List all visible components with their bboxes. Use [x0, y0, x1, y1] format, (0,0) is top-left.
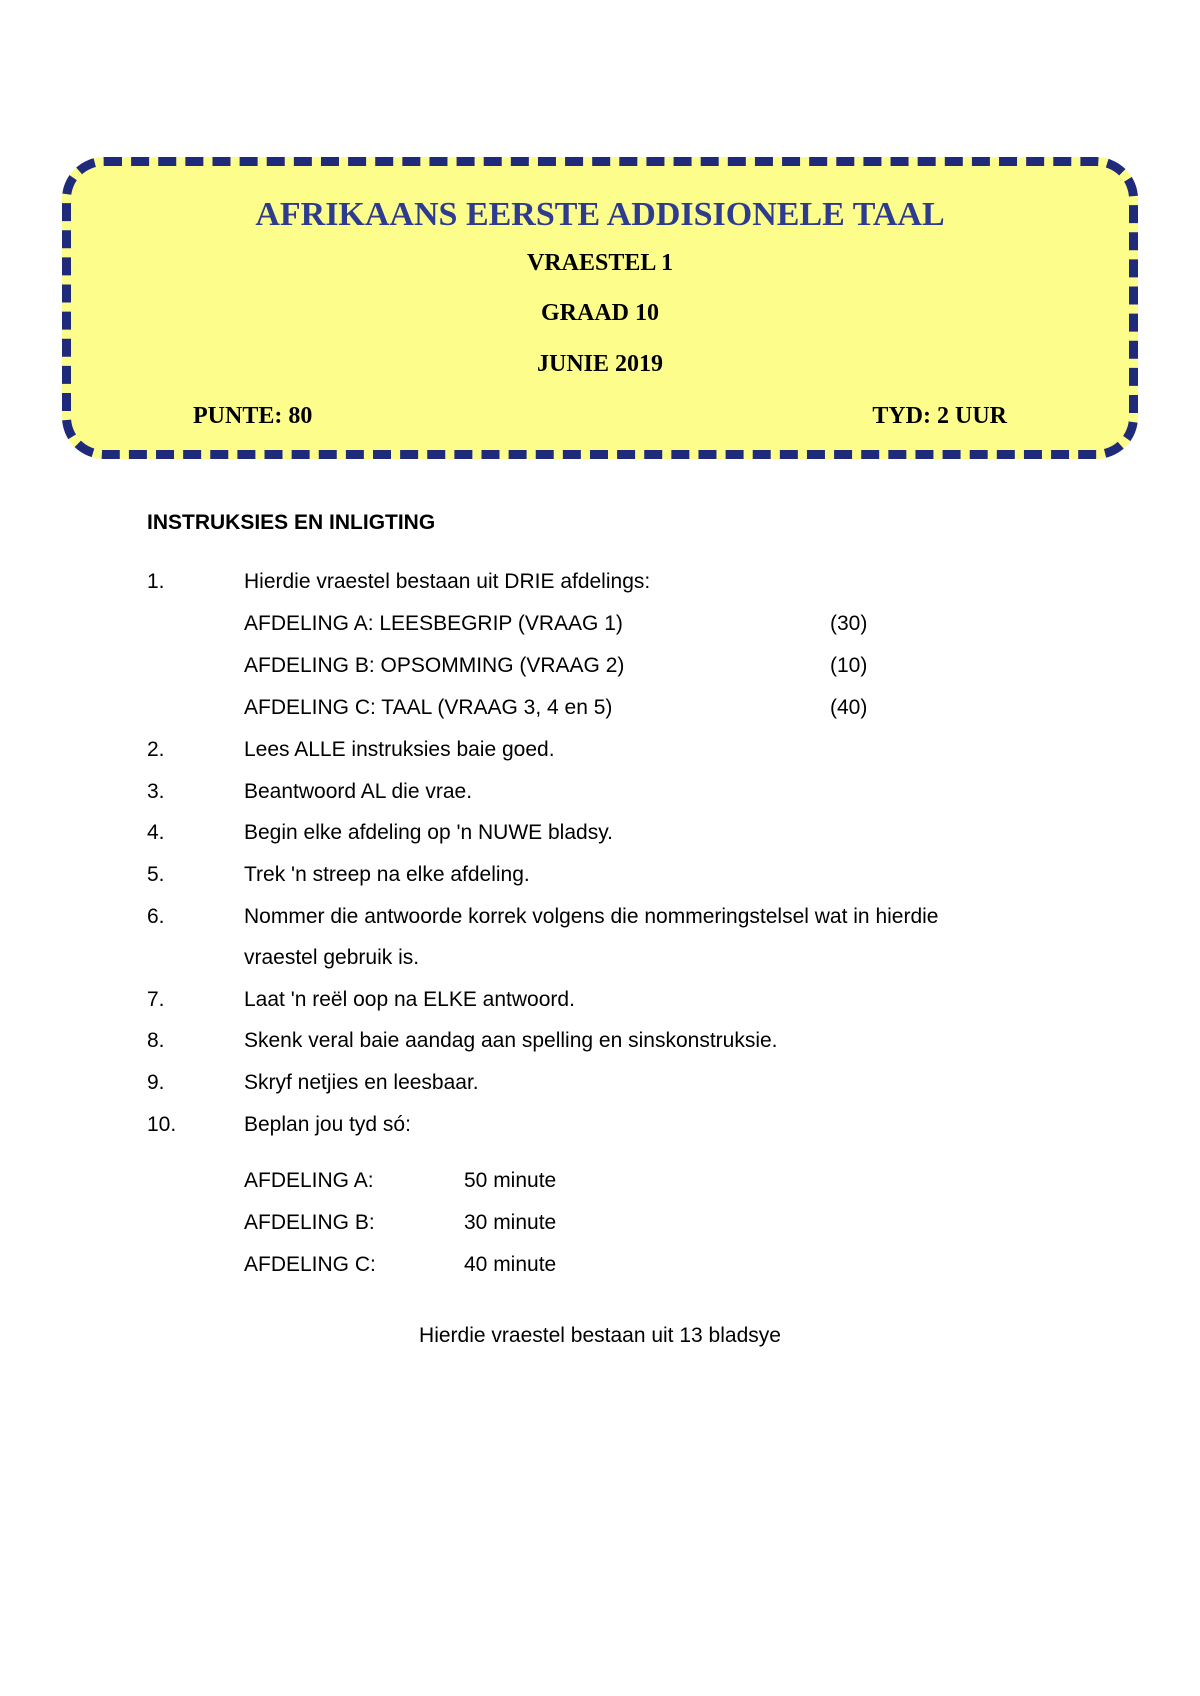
paper-number: VRAESTEL 1 — [526, 250, 674, 276]
section-row — [0, 651, 1200, 681]
exam-title: AFRIKAANS EERSTE ADDISIONELE TAAL — [255, 196, 945, 233]
instruction-number: 6. — [147, 905, 165, 928]
instruction-item — [0, 1110, 1200, 1140]
instruction-number: 10. — [147, 1113, 177, 1136]
instruction-item — [0, 818, 1200, 848]
instruction-number: 2. — [147, 738, 165, 761]
section-label: AFDELING C: TAAL (VRAAG 3, 4 en 5) — [244, 696, 613, 719]
grade: GRAAD 10 — [541, 300, 659, 326]
instruction-number: 7. — [147, 988, 165, 1011]
instruction-text: Beplan jou tyd só: — [244, 1113, 411, 1136]
exam-time: TYD: 2 UUR — [872, 403, 1007, 429]
section-marks: (40) — [830, 696, 868, 719]
instruction-item — [0, 860, 1200, 890]
instruction-item — [0, 902, 1200, 932]
instruction-item — [0, 985, 1200, 1015]
instruction-item — [0, 1068, 1200, 1098]
title-box — [62, 157, 1138, 459]
section-marks: (10) — [830, 654, 868, 677]
instruction-text: Skenk veral baie aandag aan spelling en sinskonstruksie. — [244, 1029, 778, 1052]
instruction-number: 4. — [147, 821, 165, 844]
instruction-item — [0, 943, 1200, 973]
page-count-note: Hierdie vraestel bestaan uit 13 bladsye — [419, 1324, 781, 1347]
instruction-text: Hierdie vraestel bestaan uit DRIE afdelings: — [244, 570, 651, 593]
instruction-item — [0, 1026, 1200, 1056]
time-plan-row — [0, 1166, 1200, 1196]
time-plan-row — [0, 1208, 1200, 1238]
instruction-number: 1. — [147, 570, 165, 593]
time-plan-value: 40 minute — [464, 1253, 557, 1276]
section-row — [0, 693, 1200, 723]
time-plan-row — [0, 1250, 1200, 1280]
instruction-text: Skryf netjies en leesbaar. — [244, 1071, 479, 1094]
time-plan-label: AFDELING A: — [244, 1169, 374, 1192]
instruction-number: 8. — [147, 1029, 165, 1052]
time-plan-label: AFDELING C: — [244, 1253, 376, 1276]
instruction-number: 5. — [147, 863, 165, 886]
instruction-item — [0, 567, 1200, 597]
instruction-number: 3. — [147, 780, 165, 803]
instructions-heading: INSTRUKSIES EN INLIGTING — [147, 511, 436, 534]
time-plan-value: 50 minute — [464, 1169, 557, 1192]
instruction-text: Lees ALLE instruksies baie goed. — [244, 738, 555, 761]
time-plan-label: AFDELING B: — [244, 1211, 375, 1234]
instruction-text: Nommer die antwoorde korrek volgens die nommeringstelsel wat in hierdie — [244, 905, 939, 928]
instruction-text: Beantwoord AL die vrae. — [244, 780, 473, 803]
instruction-number: 9. — [147, 1071, 165, 1094]
instruction-text: Begin elke afdeling op 'n NUWE bladsy. — [244, 821, 613, 844]
instruction-text: Laat 'n reël oop na ELKE antwoord. — [244, 988, 575, 1011]
section-row — [0, 609, 1200, 639]
section-label: AFDELING A: LEESBEGRIP (VRAAG 1) — [244, 612, 623, 635]
instruction-item — [0, 777, 1200, 807]
section-marks: (30) — [830, 612, 868, 635]
time-plan-value: 30 minute — [464, 1211, 557, 1234]
total-marks: PUNTE: 80 — [193, 403, 313, 429]
instruction-text: vraestel gebruik is. — [244, 946, 420, 969]
instruction-text: Trek 'n streep na elke afdeling. — [244, 863, 530, 886]
exam-date: JUNIE 2019 — [536, 351, 663, 377]
instruction-item — [0, 735, 1200, 765]
section-label: AFDELING B: OPSOMMING (VRAAG 2) — [244, 654, 625, 677]
